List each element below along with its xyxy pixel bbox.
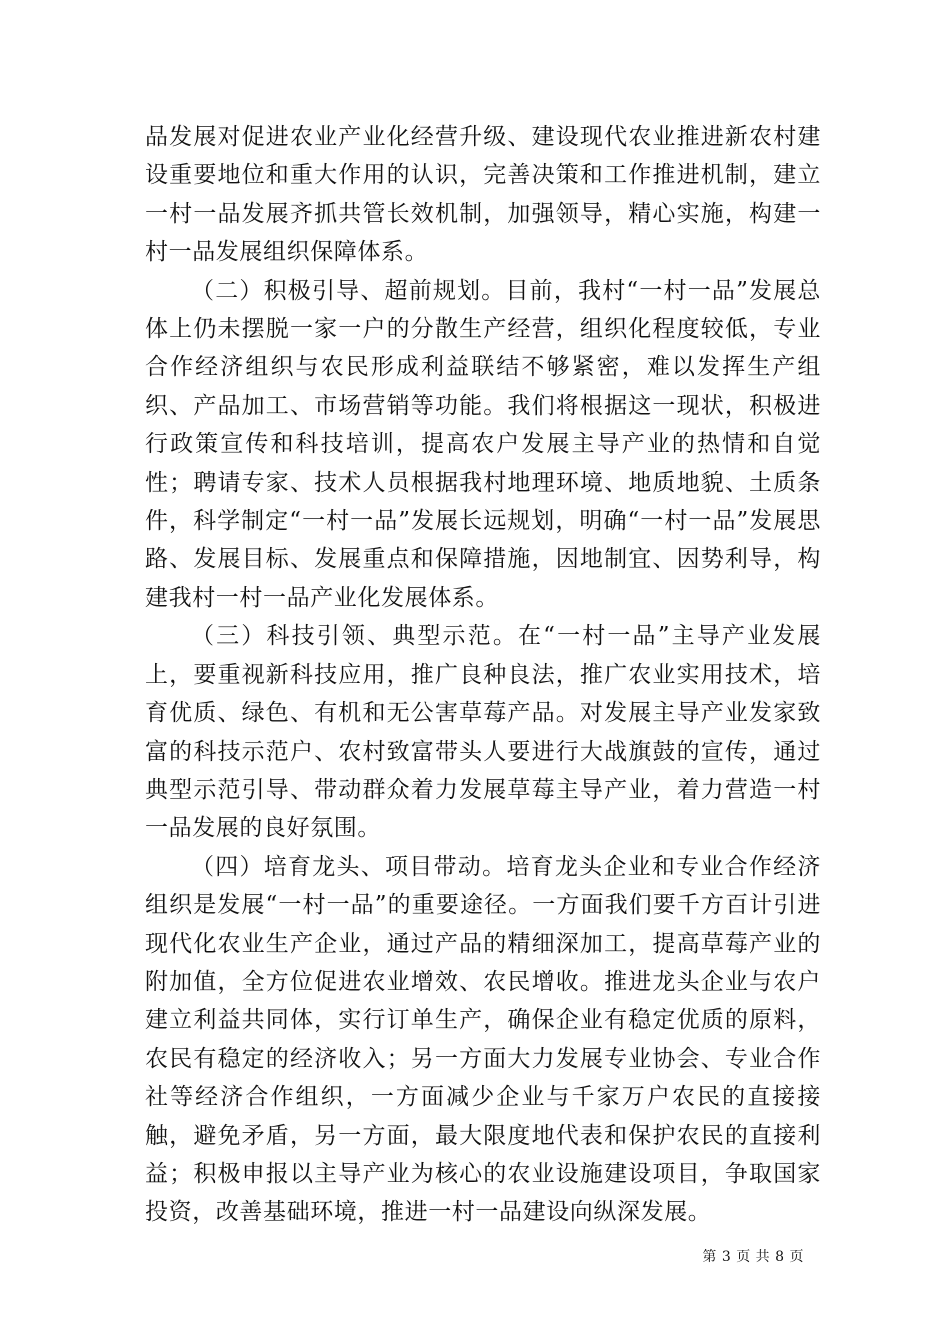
paragraph-section-3: （三）科技引领、典型示范。在“一村一品”主导产业发展上，要重视新科技应用，推广良种良法，推广农业实用技术，培育优质、绿色、有机和无公害草莓产品。对发展主导产业发家致富的科技示范户、农村致富带头人要进行大战旗鼓的宣传，通过典型示范引导、带动群众着力发展草莓主导产业，着力营造一村一品发展的良好氛围。 (145, 623, 821, 842)
paragraph-continuation: 品发展对促进农业产业化经营升级、建设现代农业推进新农村建设重要地位和重大作用的认识，完善决策和工作推进机制，建立一村一品发展齐抓共管长效机制，加强领导，精心实施，构建一村一品发展组织保障体系。 (145, 124, 821, 266)
page-number-footer: 第 3 页 共 8 页 (702, 1249, 804, 1265)
paragraph-section-4: （四）培育龙头、项目带动。培育龙头企业和专业合作经济组织是发展“一村一品”的重要途径。一方面我们要千方百计引进现代化农业生产企业，通过产品的精细深加工，提高草莓产业的附加值，全方位促进农业增效、农民增收。推进龙头企业与农户建立利益共同体，实行订单生产，确保企业有稳定优质的原料，农民有稳定的经济收入；另一方面大力发展专业协会、专业合作社等经济合作组织，一方面减少企业与千家万户农民的直接接触，避免矛盾，另一方面，最大限度地代表和保护农民的直接利益；积极申报以主导产业为核心的农业设施建设项目，争取国家投资，改善基础环境，推进一村一品建设向纵深发展。 (145, 853, 821, 1226)
paragraph-section-2: （二）积极引导、超前规划。目前，我村“一村一品”发展总体上仍未摆脱一家一户的分散生产经营，组织化程度较低，专业合作经济组织与农民形成利益联结不够紧密，难以发挥生产组织、产品加工、市场营销等功能。我们将根据这一现状，积极进行政策宣传和科技培训，提高农户发展主导产业的热情和自觉性；聘请专家、技术人员根据我村地理环境、地质地貌、土质条件，科学制定“一村一品”发展长远规划，明确“一村一品”发展思路、发展目标、发展重点和保障措施，因地制宜、因势利导，构建我村一村一品产业化发展体系。 (145, 277, 821, 611)
document-body (145, 118, 821, 1232)
